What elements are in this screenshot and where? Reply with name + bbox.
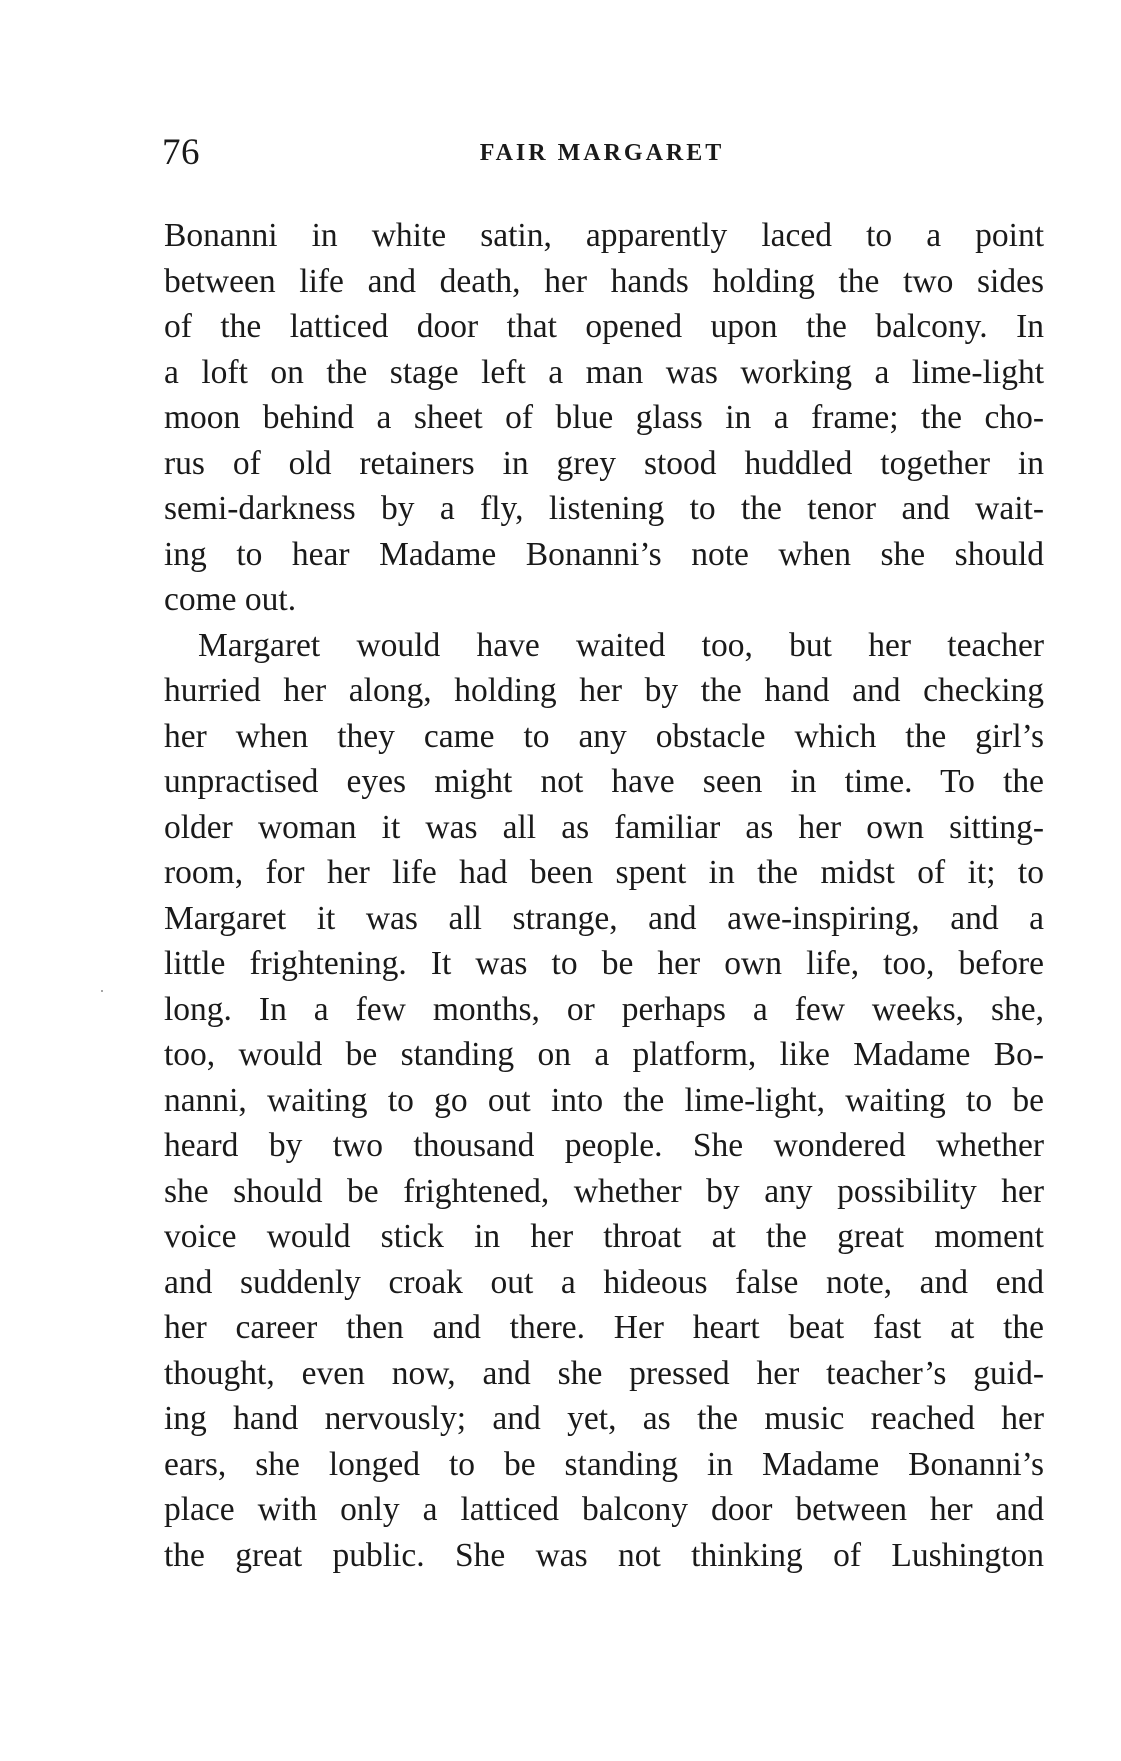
- text-line: little frightening. It was to be her own life, too, before: [164, 945, 1044, 982]
- running-title: FAIR MARGARET: [479, 140, 725, 166]
- paragraph-1: [164, 213, 1044, 623]
- text-line: nanni, waiting to go out into the lime-light, waiting to be: [164, 1081, 1044, 1119]
- text-line: hurried her along, holding her by the hand and checking: [164, 672, 1044, 709]
- text-line: the great public. She was not thinking of Lushington: [164, 1536, 1044, 1574]
- text-line: Margaret would have waited too, but her teacher: [198, 626, 1044, 664]
- text-line: thought, even now, and she pressed her teacher’s guid-: [164, 1354, 1044, 1392]
- text-line: too, would be standing on a platform, like Madame Bo-: [164, 1036, 1044, 1073]
- text-line: her when they came to any obstacle which the girl’s: [164, 717, 1044, 755]
- text-line: older woman it was all as familiar as her own sitting-: [164, 808, 1044, 846]
- text-line: unpractised eyes might not have seen in time. To the: [164, 763, 1044, 800]
- text-line: place with only a latticed balcony door between her and: [164, 1491, 1044, 1528]
- text-line: long. In a few months, or perhaps a few weeks, she,: [164, 990, 1044, 1028]
- text-line: her career then and there. Her heart beat fast at the: [164, 1309, 1044, 1346]
- text-line: moon behind a sheet of blue glass in a frame; the cho-: [164, 399, 1044, 436]
- paragraph-2: [164, 623, 1044, 1579]
- margin-speck: [101, 990, 103, 992]
- text-line: ing hand nervously; and yet, as the music reached her: [164, 1400, 1044, 1437]
- page-number: 76: [162, 132, 200, 173]
- text-line: semi-darkness by a fly, listening to the tenor and wait-: [164, 490, 1044, 527]
- text-line: Bonanni in white satin, apparently laced to a point: [164, 217, 1044, 254]
- text-line: rus of old retainers in grey stood huddled together in: [164, 444, 1044, 482]
- text-line: ing to hear Madame Bonanni’s note when she should: [164, 535, 1044, 573]
- text-line: of the latticed door that opened upon the balcony. In: [164, 308, 1044, 345]
- text-line: she should be frightened, whether by any possibility her: [164, 1172, 1044, 1210]
- text-line: room, for her life had been spent in the midst of it; to: [164, 854, 1044, 891]
- text-line: a loft on the stage left a man was working a lime-light: [164, 353, 1044, 391]
- text-line: ears, she longed to be standing in Madame Bonanni’s: [164, 1445, 1044, 1483]
- running-head: [162, 132, 1042, 174]
- text-line: between life and death, her hands holding the two sides: [164, 262, 1044, 300]
- text-line: heard by two thousand people. She wondered whether: [164, 1127, 1044, 1164]
- body-text: [164, 213, 1044, 1578]
- text-line: Margaret it was all strange, and awe-inspiring, and a: [164, 899, 1044, 937]
- text-line: and suddenly croak out a hideous false note, and end: [164, 1263, 1044, 1301]
- text-line: come out.: [164, 581, 297, 618]
- text-line: voice would stick in her throat at the great moment: [164, 1218, 1044, 1255]
